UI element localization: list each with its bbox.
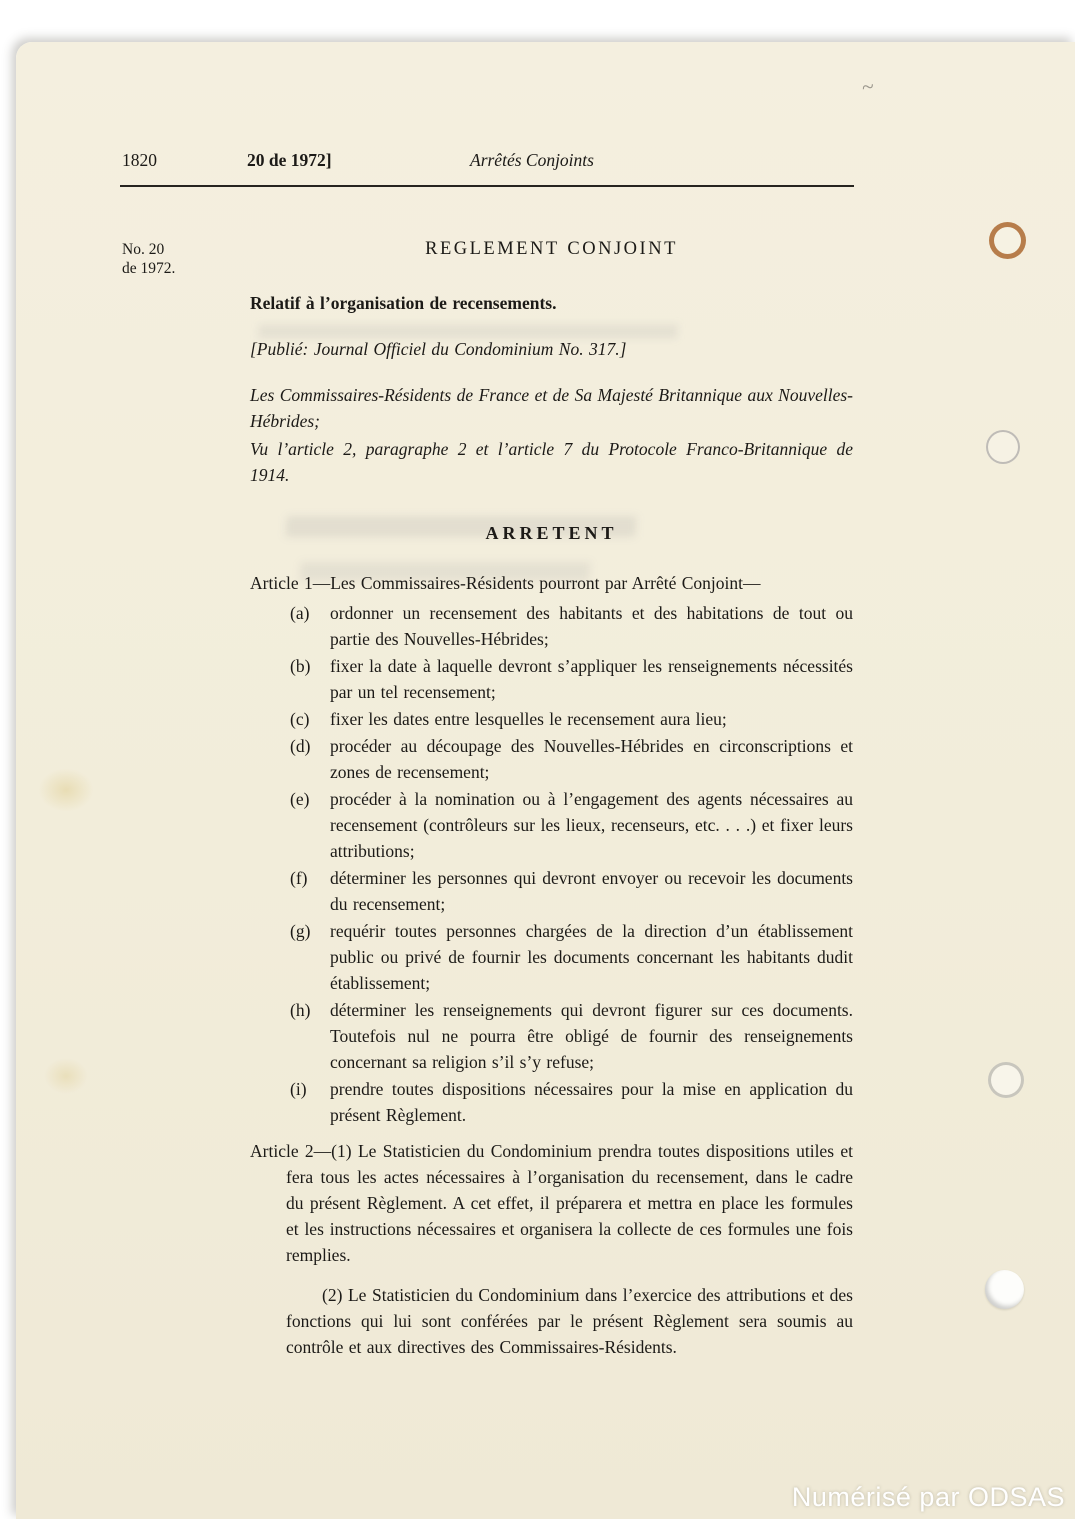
punch-hole-ring-faint	[986, 430, 1020, 464]
article-2-paragraph-1: Article 2—(1) Le Statisticien du Condominium prendra toutes dispositions utiles et fera tous les actes nécessaires à l’organisation du recensement, dans le cadre du présent Règlement. A cet effet, il préparera et mettra en place les formules et les instructions nécessaires et organisera la collecte de ces formules une fois remplies.	[250, 1141, 853, 1265]
pencil-mark: ~	[860, 73, 876, 100]
document-body	[250, 236, 853, 1360]
list-item-d	[250, 733, 853, 785]
punch-hole-ring	[988, 1062, 1024, 1098]
item-text: requérir toutes personnes chargées de la direction d’un établissement public ou privé de fournir les documents concernant les habitants dudit établissement;	[330, 921, 853, 993]
preamble-vu: Vu l’article 2, paragraphe 2 et l’article 7 du Protocole Franco-Britannique de 1914.	[250, 439, 853, 485]
item-label: (b)	[290, 656, 311, 676]
margin-note	[122, 240, 175, 278]
list-item-h	[250, 997, 853, 1075]
item-text: fixer la date à laquelle devront s’appliquer les renseignements nécessités par un tel recensement;	[330, 656, 853, 702]
item-text: procéder à la nomination ou à l’engagement des agents nécessaires au recensement (contrôleurs sur les lieux, recenseurs, etc. . . .) et fixer leurs attributions;	[330, 789, 853, 861]
punch-hole-ring-rust	[989, 222, 1026, 259]
page-number: 1820	[122, 150, 157, 170]
item-label: (h)	[290, 1000, 311, 1020]
document-subject: Relatif à l’organisation de recensements.	[250, 293, 557, 313]
item-label: (d)	[290, 736, 311, 756]
punch-hole	[985, 1270, 1024, 1309]
list-item-i	[250, 1076, 853, 1128]
issue-number: 20 de 1972]	[247, 150, 332, 170]
running-title: Arrêtés Conjoints	[470, 150, 594, 170]
paper-stain	[38, 768, 94, 812]
item-text: déterminer les renseignements qui devront figurer sur ces documents. Toutefois nul ne pourra être obligé de fournir des renseignements concernant sa religion s’il s’y refuse;	[330, 1000, 853, 1072]
enactment-word: ARRETENT	[485, 523, 618, 543]
item-label: (g)	[290, 921, 311, 941]
article-2-paragraph-2: (2) Le Statisticien du Condominium dans l’exercice des attributions et des fonctions qui lui sont conférées par le présent Règlement sera soumis au contrôle et aux directives des Commissaires-Résidents.	[286, 1285, 853, 1357]
item-label: (a)	[290, 603, 310, 623]
item-text: déterminer les personnes qui devront envoyer ou recevoir les documents du recensement;	[330, 868, 853, 914]
list-item-c	[250, 706, 853, 732]
item-label: (f)	[290, 868, 308, 888]
digitization-watermark: Numérisé par ODSAS	[791, 1482, 1065, 1512]
list-item-f	[250, 865, 853, 917]
page-header	[0, 150, 1075, 176]
list-item-a	[250, 600, 853, 652]
item-text: fixer les dates entre lesquelles le recensement aura lieu;	[330, 709, 727, 729]
item-text: prendre toutes dispositions nécessaires pour la mise en application du présent Règlement.	[330, 1079, 853, 1125]
article-1-intro: Article 1—Les Commissaires-Résidents pourront par Arrêté Conjoint—	[250, 573, 761, 593]
document-title: REGLEMENT CONJOINT	[425, 239, 678, 259]
margin-note-line2: de 1972.	[122, 260, 176, 277]
header-rule	[120, 185, 854, 187]
publication-reference: [Publié: Journal Officiel du Condominium No. 317.]	[250, 339, 627, 359]
item-label: (i)	[290, 1079, 307, 1099]
list-item-e	[250, 786, 853, 864]
margin-note-line1: No. 20	[122, 241, 165, 258]
item-text: ordonner un recensement des habitants et des habitations de tout ou partie des Nouvelles-Hébrides;	[330, 603, 853, 649]
item-text: procéder au découpage des Nouvelles-Hébrides en circonscriptions et zones de recensement;	[330, 736, 853, 782]
item-label: (c)	[290, 709, 310, 729]
list-item-g	[250, 918, 853, 996]
list-item-b	[250, 653, 853, 705]
item-label: (e)	[290, 789, 310, 809]
preamble-parties: Les Commissaires-Résidents de France et de Sa Majesté Britannique aux Nouvelles-Hébrides;	[250, 385, 853, 431]
paper-stain	[44, 1058, 88, 1094]
